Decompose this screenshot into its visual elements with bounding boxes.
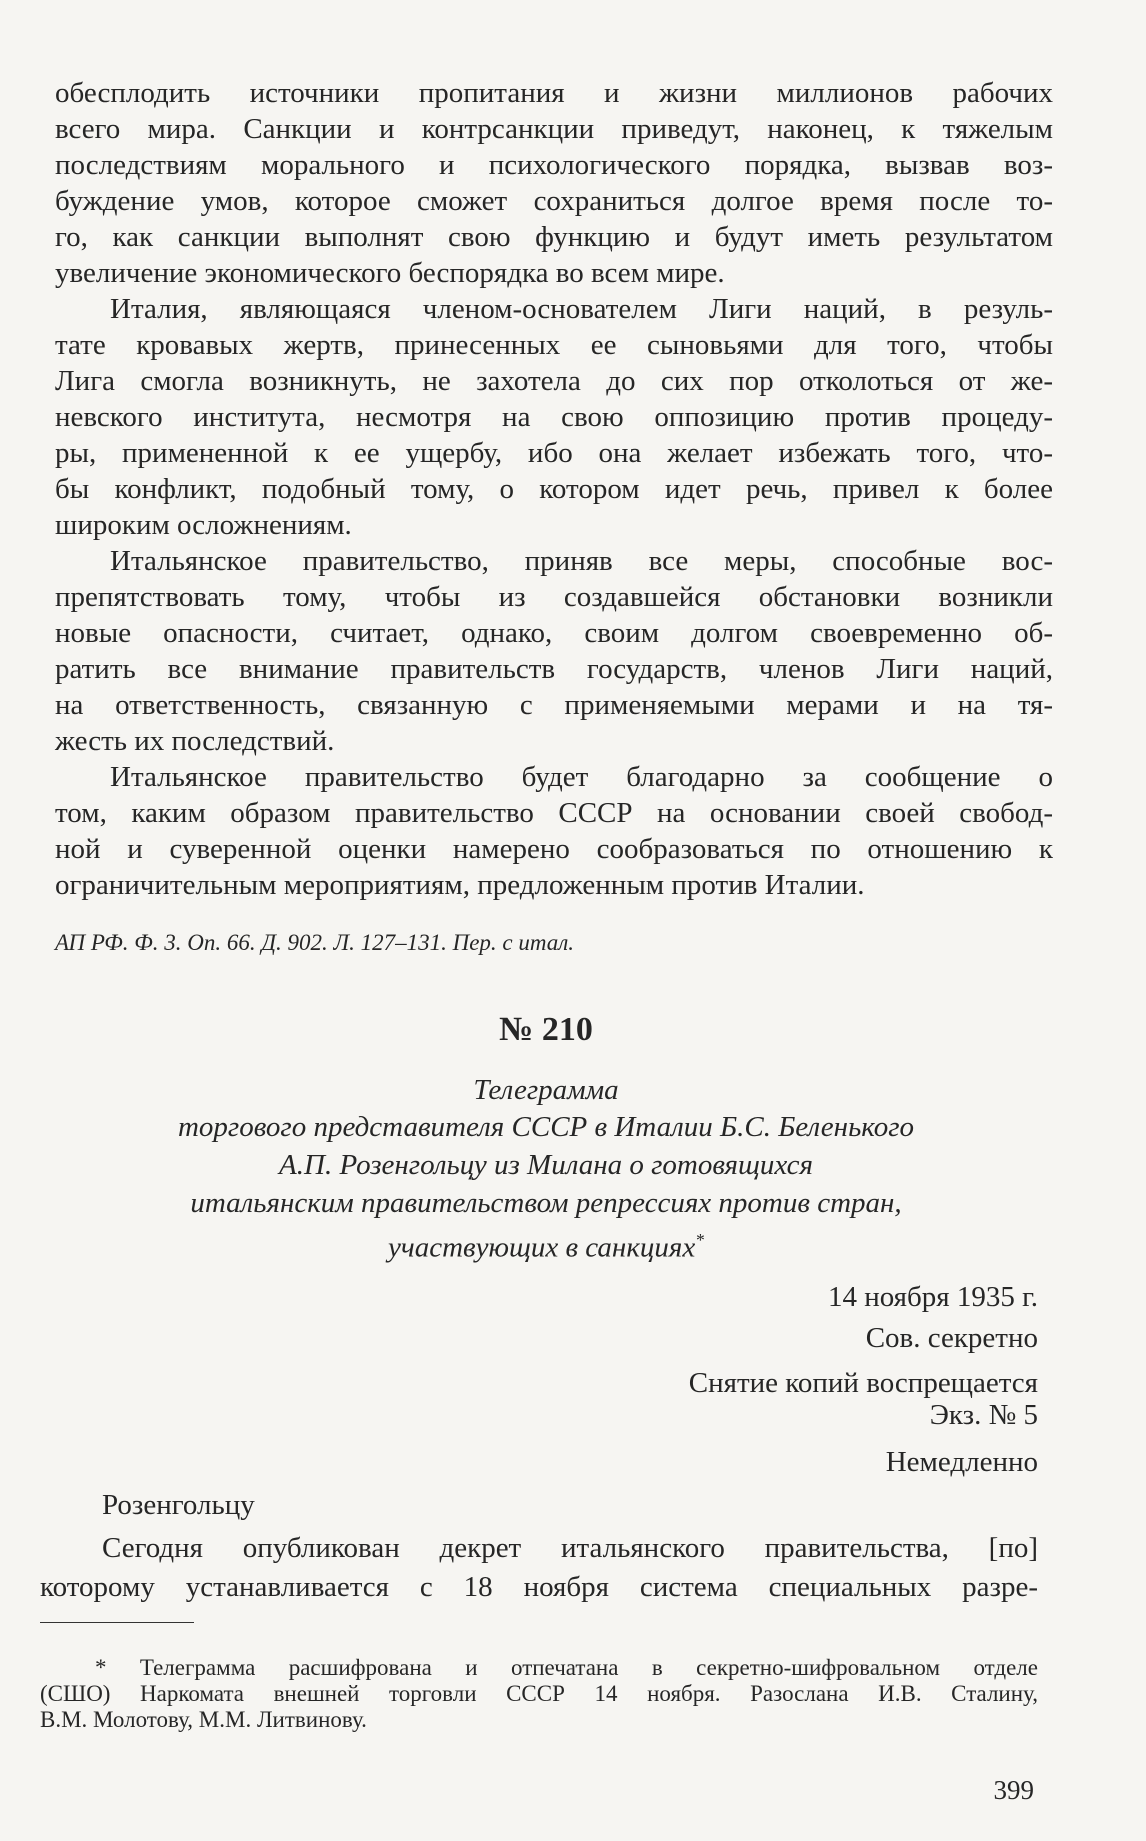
text-line: широким осложнениям. — [55, 509, 352, 541]
title-line: Телеграмма — [473, 1074, 619, 1106]
text-line: Итальянское правительство, приняв все меры, способные вос- — [110, 545, 1053, 577]
footnote-divider — [40, 1622, 194, 1623]
classification: Сов. секретно — [865, 1322, 1038, 1354]
text-line: невского института, несмотря на свою оппозицию против процеду- — [55, 401, 1053, 433]
text-line: новые опасности, считает, однако, своим долгом своевременно об- — [55, 617, 1053, 649]
footnote-line: (СШО) Наркомата внешней торговли СССР 14 ноября. Разослана И.В. Сталину, — [40, 1681, 1038, 1706]
copy-restriction: Снятие копий воспрещается — [688, 1367, 1038, 1399]
footnote-mark: * — [695, 1230, 704, 1250]
copy-number: Экз. № 5 — [929, 1399, 1038, 1431]
text-line: том, каким образом правительство СССР на основании своей свобод- — [55, 797, 1053, 829]
text-line: последствиям морального и психологического порядка, вызвав воз- — [55, 149, 1053, 181]
text-line: ной и суверенной оценки намерено сообразоваться по отношению к — [55, 833, 1053, 865]
text-line: обесплодить источники пропитания и жизни миллионов рабочих — [55, 77, 1053, 109]
text-line: увеличение экономического беспорядка во всем мире. — [55, 257, 725, 289]
text-line: го, как санкции выполнят свою функцию и будут иметь результатом — [55, 221, 1053, 253]
footnote-line: В.М. Молотову, М.М. Литвинову. — [40, 1707, 367, 1732]
text-line: Сегодня опубликован декрет итальянского правительства, [по] — [102, 1532, 1038, 1564]
archive-source: АП РФ. Ф. 3. Оп. 66. Д. 902. Л. 127–131. Пер. с итал. — [55, 930, 575, 955]
text-line: тате кровавых жертв, принесенных ее сыновьями для того, чтобы — [55, 329, 1053, 361]
text-line: жесть их последствий. — [55, 725, 335, 757]
title-line-text: участвующих в санкциях — [388, 1231, 696, 1264]
text-line: Итальянское правительство будет благодарно за сообщение о — [110, 761, 1053, 793]
text-line: буждение умов, которое сможет сохраниться долгое время после то- — [55, 185, 1053, 217]
title-line — [40, 1222, 1052, 1266]
text-line: препятствовать тому, чтобы из создавшейся обстановки возникли — [55, 581, 1053, 613]
title-line: А.П. Розенгольцу из Милана о готовящихся — [279, 1149, 813, 1181]
text-line: Италия, являющаяся членом-основателем Лиги наций, в резуль- — [110, 293, 1053, 325]
addressee: Розенгольцу — [102, 1489, 255, 1521]
page-number: 399 — [993, 1775, 1034, 1805]
text-line: которому устанавливается с 18 ноября система специальных разре- — [40, 1571, 1038, 1603]
text-line: на ответственность, связанную с применяемыми мерами и на тя- — [55, 689, 1053, 721]
text-line: ры, примененной к ее ущербу, ибо она желает избежать того, что- — [55, 437, 1053, 469]
document-number: № 210 — [499, 1011, 593, 1048]
text-line: ратить все внимание правительств государств, членов Лиги наций, — [55, 653, 1053, 685]
title-line: итальянским правительством репрессиях против стран, — [190, 1187, 902, 1219]
document-date: 14 ноября 1935 г. — [827, 1281, 1038, 1313]
footnote-line: * Телеграмма расшифрована и отпечатана в секретно-шифровальном отделе — [95, 1655, 1038, 1680]
text-line: всего мира. Санкции и контрсанкции приведут, наконец, к тяжелым — [55, 113, 1053, 145]
title-line: торгового представителя СССР в Италии Б.С. Беленького — [177, 1111, 915, 1143]
text-line: бы конфликт, подобный тому, о котором идет речь, привел к более — [55, 473, 1053, 505]
text-line: Лига смогла возникнуть, не захотела до сих пор отколоться от же- — [55, 365, 1053, 397]
text-line: ограничительным мероприятиям, предложенным против Италии. — [55, 869, 865, 901]
urgency: Немедленно — [885, 1446, 1038, 1478]
